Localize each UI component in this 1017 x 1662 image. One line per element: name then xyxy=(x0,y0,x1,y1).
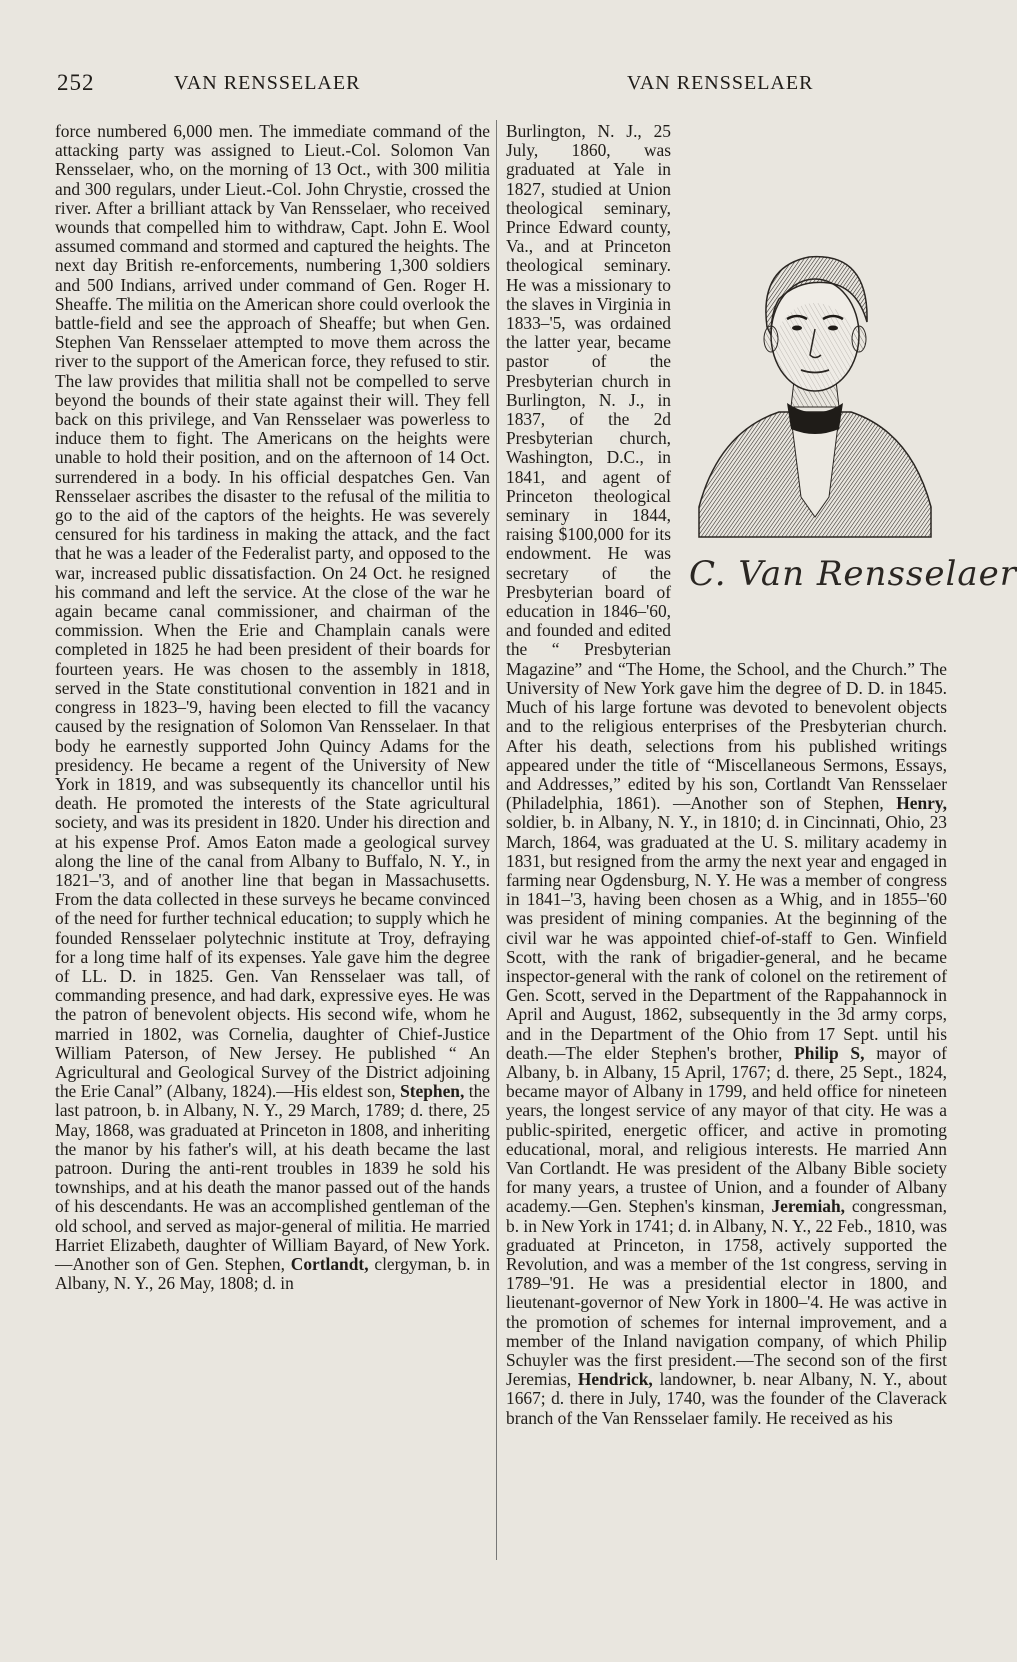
entry-name-henry: Henry, xyxy=(896,793,947,814)
left-column xyxy=(55,122,490,1562)
body-text: Burlington, N. J., 25 July, 1860, was graduated at Yale in 1827, studied at Union theological seminary, Prince Edward county, Va., and at Princeton theological seminary. He was a missionary to the slaves in Virginia in 1833–'5, was ordained the latter year, became pastor of the Presbyterian church in Burlington, N. J., in 1837, of the 2d Presbyterian church, Washington, D.C., in 1841, and agent of Princeton theological seminary in 1844, raising $100,000 for its endowment. He was secretary of the Presbyterian board of education in 1846–'60, and founded and edited the “ Presbyterian Magazine” and “The Home, the School, and the Church.” The University of New York gave him the degree of D. D. in 1845. Much of his large fortune was devoted to benevolent objects and to the religious enterprises of the Presbyterian church. After his death, selections from his published writings appeared under the title of “Miscellaneous Sermons, Essays, and Addresses,” edited by his son, Cortlandt Van Rensselaer (Philadelphia, 1861). —Another son of Stephen, xyxy=(506,121,947,814)
running-head-right: VAN RENSSELAER xyxy=(627,72,814,94)
left-column-paragraph xyxy=(55,122,490,1293)
portrait-figure xyxy=(679,207,1017,637)
body-text: the last patroon, b. in Albany, N. Y., 29 March, 1789; d. there, 25 May, 1868, was graduated at Princeton in 1808, and inheriting the manor by his father's will, at his death became the last patroon. During the anti-rent troubles in 1839 he sold his townships, and at his death the manor passed out of the hands of his descendants. He was an accomplished gentleman of the old school, and served as major-general of militia. He married Harriet Elizabeth, daughter of William Bayard, of New York. —Another son of Gen. Stephen, xyxy=(55,1081,490,1274)
column-divider xyxy=(496,120,497,1560)
entry-name-hendrick: Hendrick, xyxy=(577,1369,653,1390)
engraved-portrait-icon xyxy=(679,207,951,577)
page-number: 252 xyxy=(57,70,95,95)
entry-name-cortlandt: Cortlandt, xyxy=(290,1253,369,1274)
body-text: soldier, b. in Albany, N. Y., in 1810; d. in Cincinnati, Ohio, 23 March, 1864, was graduated at the U. S. military academy in 1831, but resigned from the army the next year and engaged in farming near Ogdensburg, N. Y. He was a member of congress in 1841–'3, having been chosen as a Whig, and in 1855–'60 was president of mining companies. At the beginning of the civil war he was appointed chief-of-staff to Gen. Winfield Scott, with the rank of brigadier-general, and he became inspector-general with the rank of colonel on the retirement of Gen. Scott, served in the Department of the Rappahannock in April and August, 1862, subsequently in the 3d army corps, and in the Department of the Ohio from 17 Sept. until his death.—The elder Stephen's brother, xyxy=(506,812,947,1063)
right-column xyxy=(506,121,1017,1562)
body-text: landowner, b. near Albany, N. Y., about 1667; d. there in July, 1740, was the founder of the Claverack branch of the Van Rensselaer family. He received as his xyxy=(506,1369,947,1428)
entry-name-jeremiah: Jeremiah, xyxy=(771,1196,846,1217)
body-text: clergyman, b. in Albany, N. Y., 26 May, 1808; d. in xyxy=(55,1253,490,1294)
entry-name-philip: Philip S, xyxy=(794,1042,865,1063)
body-text: congressman, b. in New York in 1741; d. in Albany, N. Y., 22 Feb., 1810, was graduated at Princeton, in 1758, actively supported the Revolution, and was a member of the 1st congress, serving in 1789–'91. He was a presidential elector in 1800, and lieutenant-governor of New York in 1800–'4. He was active in the promotion of schemes for internal improvement, and a member of the Inland navigation company, of which Philip Schuyler was the first president.—The second son of the first Jeremias, xyxy=(506,1196,947,1390)
entry-name-stephen: Stephen, xyxy=(400,1081,465,1102)
signature: C. Van Rensselaer xyxy=(689,554,1017,594)
body-text: mayor of Albany, b. in Albany, 15 April, 1767; d. there, 25 Sept., 1824, became mayor of Albany in 1799, and held office for nineteen years, the longest service of any mayor of that city. He was a public-spirited, energetic officer, and active in promoting educational, moral, and religious interests. He married Ann Van Cortlandt. He was president of the Albany Bible society for many years, a trustee of Union, and a founder of Albany academy.—Gen. Stephen's kinsman, xyxy=(506,1042,947,1217)
body-text: force numbered 6,000 men. The immediate command of the attacking party was assigned to Lieut.-Col. Solomon Van Rensselaer, who, on the morning of 13 Oct., with 300 militia and 300 regulars, under Lieut.-Col. John Chrystie, crossed the river. After a brilliant attack by Van Rensselaer, who received wounds that compelled him to withdraw, Capt. John E. Wool assumed command and stormed and captured the heights. The next day British re-enforcements, numbering 1,300 soldiers and 500 Indians, arrived under command of Gen. Roger H. Sheaffe. The militia on the American shore could overlook the battle-field and see the approach of Sheaffe; but when Gen. Stephen Van Rensselaer attempted to move them across the river to the support of the American force, they refused to stir. The law provides that militia shall not be compelled to serve beyond the bounds of their state against their will. They fell back on this privilege, and Van Rensselaer was powerless to induce them to fight. The Americans on the heights were unable to hold their position, and on the afternoon of 14 Oct. surrendered in a body. In his official despatches Gen. Van Rensselaer ascribes the disaster to the refusal of the militia to go to the aid of the captors of the heights. He was severely censured for his tardiness in making the attack, and the fact that he was a leader of the Federalist party, and opposed to the war, increased public dissatisfaction. On 24 Oct. he resigned his command and left the service. At the close of the war he again became canal commissioner, and chairman of the commission. When the Erie and Champlain canals were completed in 1825 he had been president of their boards for fourteen years. He was chosen to the assembly in 1818, served in the State constitutional convention in 1821 and in congress in 1823–'9, having been elected to fill the vacancy caused by the resignation of Solomon Van Rensselaer. In that body he earnestly supported John Quincy Adams for the presidency. He became a regent of the University of New York in 1819, and was subsequently its chancellor until his death. He promoted the interests of the State agricultural society, and was its president in 1820. Under his direction and at his expense Prof. Amos Eaton made a geological survey along the line of the canal from Albany to Buffalo, N. Y., in 1821–'3, and of another line that began in Massachusetts. From the data collected in these surveys he became convinced of the need for further technical education; to supply which he founded Rensselaer polytechnic institute at Troy, defraying for a long time half of its expenses. Yale gave him the degree of LL. D. in 1825. Gen. Van Rensselaer was tall, of commanding presence, and had dark, expressive eyes. He was the patron of benevolent objects. His second wife, whom he married in 1802, was Cornelia, daughter of Chief-Justice William Paterson, of New Jersey. He published “ An Agricultural and Geological Survey of the District adjoining the Erie Canal” (Albany, 1824).—His eldest son, xyxy=(55,121,490,1102)
running-head-left: VAN RENSSELAER xyxy=(174,72,361,94)
